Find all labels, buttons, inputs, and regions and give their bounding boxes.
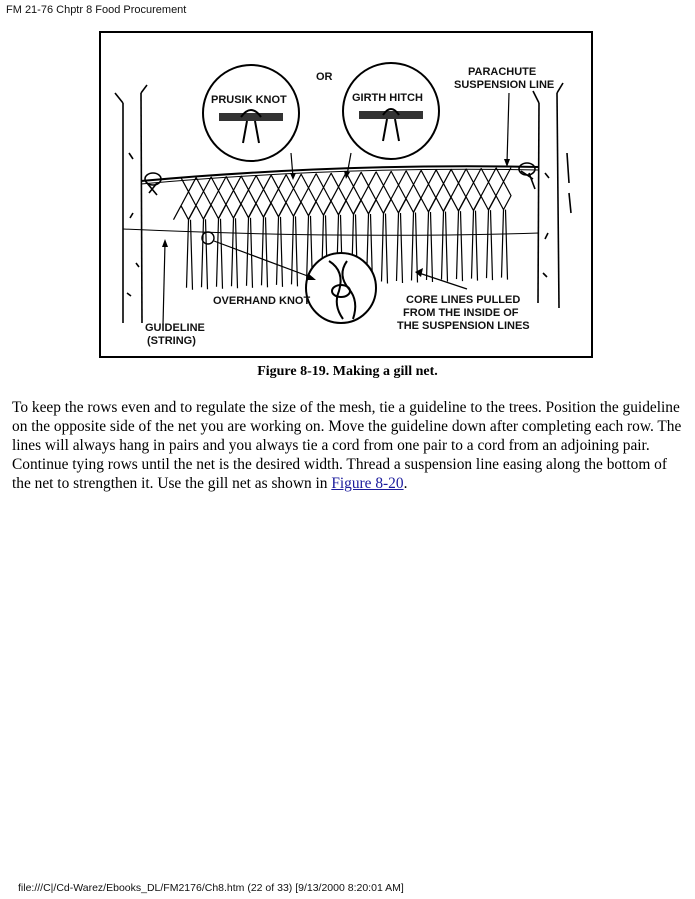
gill-net-figure bbox=[99, 31, 593, 358]
label-core-lines-3: THE SUSPENSION LINES bbox=[397, 320, 530, 332]
label-guideline-2: (STRING) bbox=[147, 335, 196, 347]
label-parachute-2: SUSPENSION LINE bbox=[454, 79, 555, 91]
overhand-knot-callout bbox=[306, 253, 376, 323]
left-tree-illustration bbox=[115, 85, 147, 323]
page-footer: file:///C|/Cd-Warez/Ebooks_DL/FM2176/Ch8.htm (22 of 33) [9/13/2000 8:20:01 AM] bbox=[18, 882, 404, 894]
label-core-lines-2: FROM THE INSIDE OF bbox=[403, 307, 519, 319]
body-paragraph bbox=[12, 398, 684, 493]
prusik-knot-callout bbox=[203, 65, 299, 161]
label-or: OR bbox=[316, 71, 333, 83]
girth-hitch-callout bbox=[343, 63, 439, 159]
page-header: FM 21-76 Chptr 8 Food Procurement bbox=[6, 4, 187, 16]
label-guideline-1: GUIDELINE bbox=[145, 322, 205, 334]
body-text-start: To keep the rows even and to regulate the size of the mesh, tie a guideline to the trees. Position the guideline on the opposite side of the net you are working on. Move the guideline down after completing each row. The lines will always hang in pairs and you always tie a cord from one pair to a cord from an adjoining pair. Continue tying rows until the net is the desired width. Thread a suspension line easing along the bottom of the net to strengthen it. Use the gill net as shown in bbox=[12, 399, 682, 492]
label-prusik-knot: PRUSIK KNOT bbox=[211, 94, 287, 106]
gill-net-illustration bbox=[101, 33, 591, 356]
figure-8-20-link[interactable]: Figure 8-20 bbox=[331, 475, 404, 492]
figure-caption: Figure 8-19. Making a gill net. bbox=[257, 364, 438, 379]
label-parachute-1: PARACHUTE bbox=[468, 66, 537, 78]
label-overhand-knot: OVERHAND KNOT bbox=[213, 295, 311, 307]
label-core-lines-1: CORE LINES PULLED bbox=[406, 294, 521, 306]
body-text-end: . bbox=[403, 475, 408, 492]
label-girth-hitch: GIRTH HITCH bbox=[352, 92, 423, 104]
right-tree-illustration bbox=[533, 83, 571, 308]
